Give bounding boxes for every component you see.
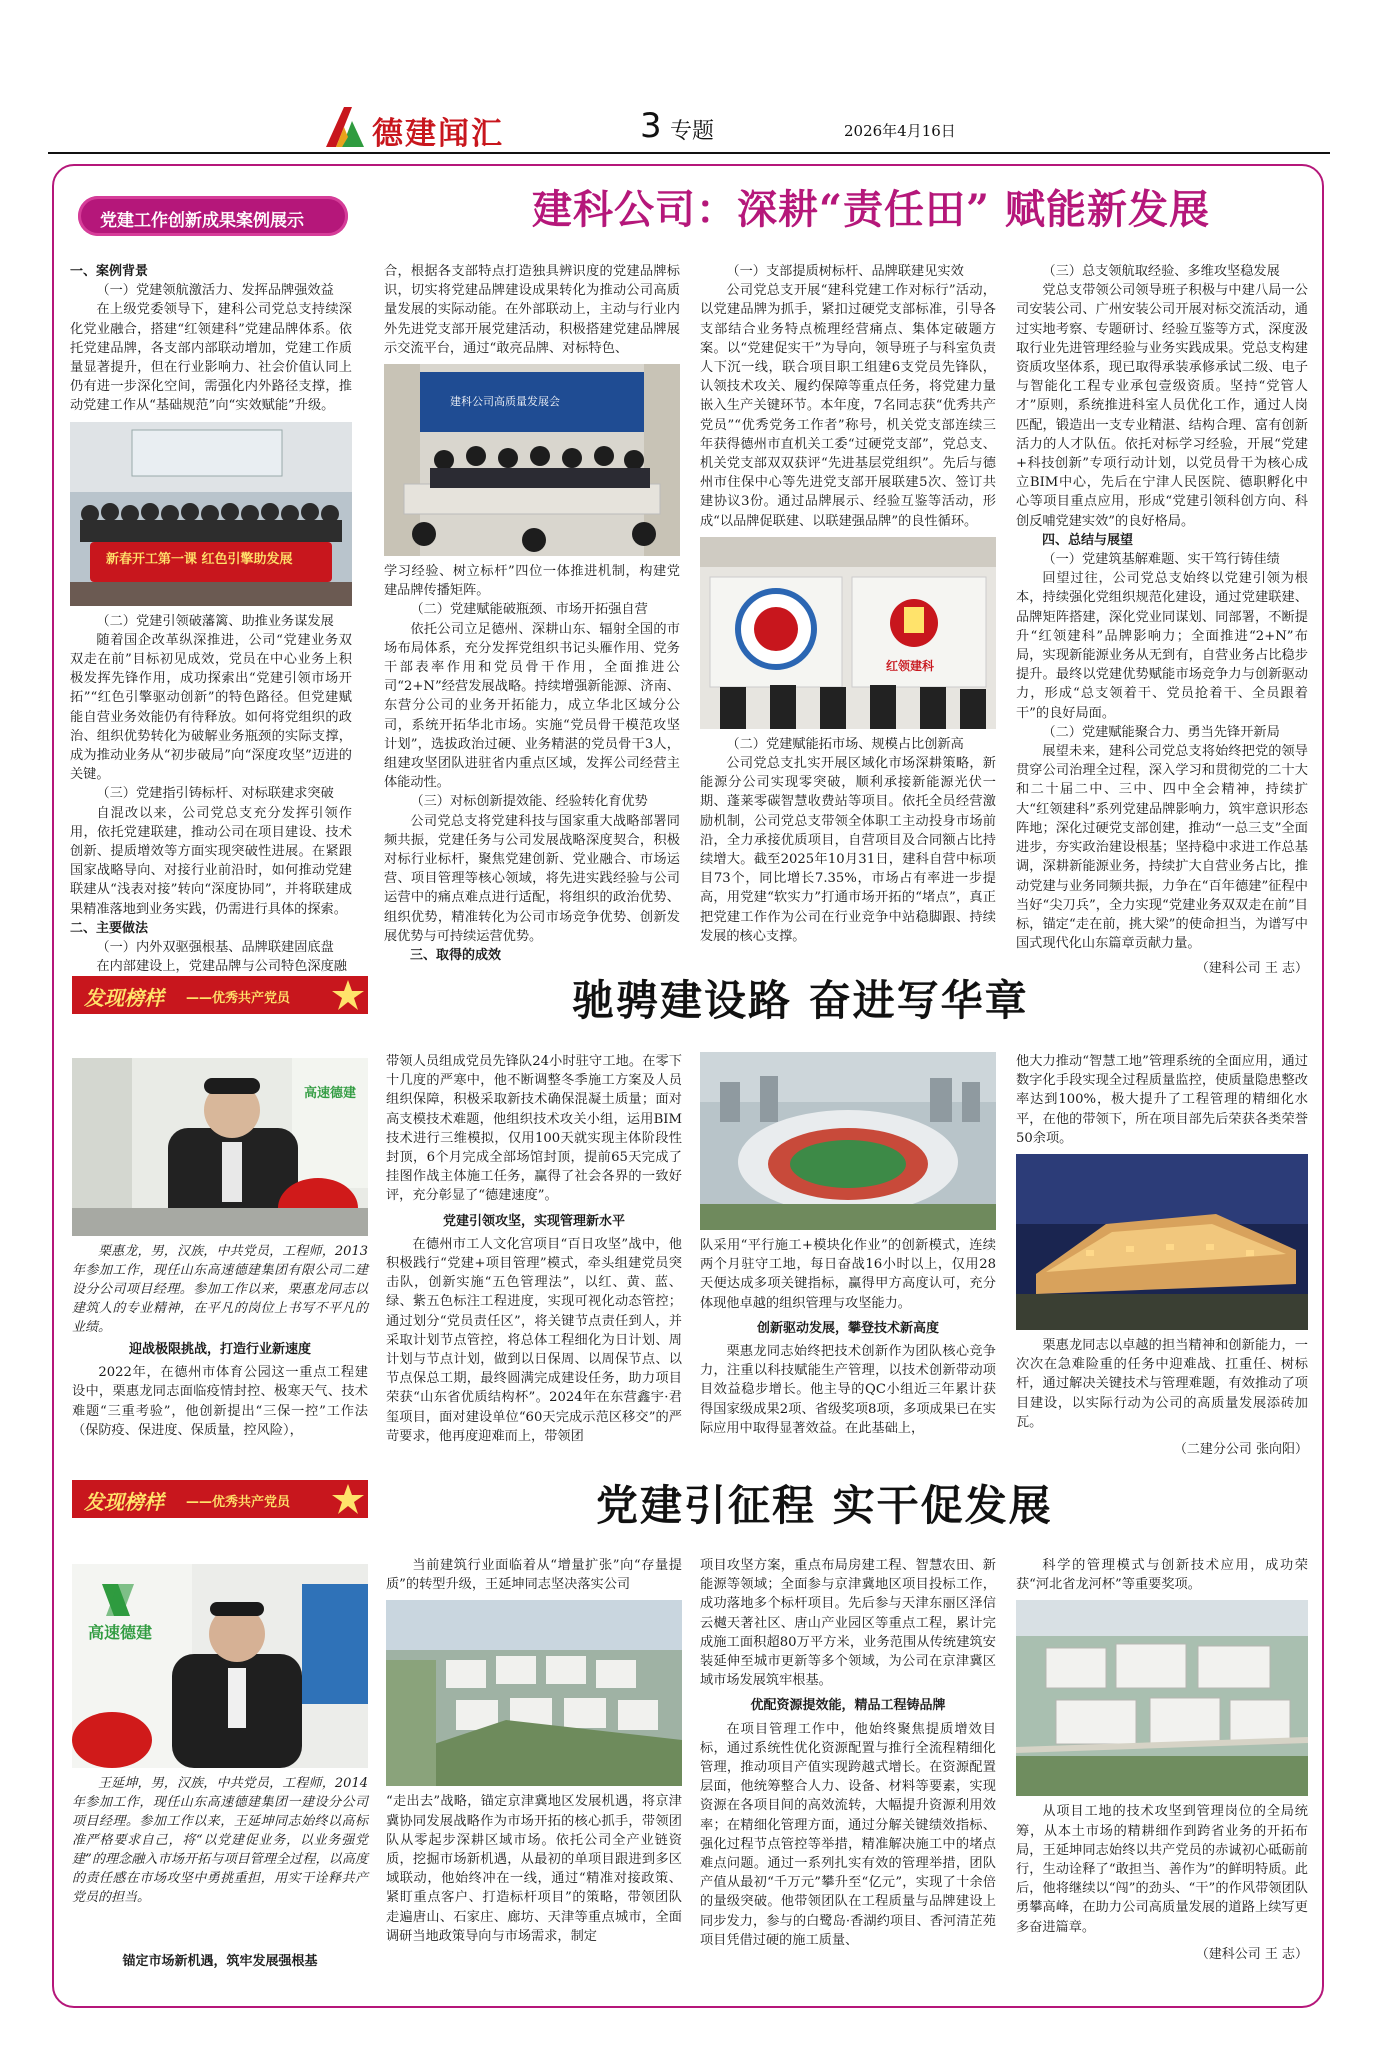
- story1-subhead: 三、取得的成效: [410, 948, 502, 964]
- story1-paragraph: 公司党总支扎实开展区域化市场深耕策略，新能源分公司实现零突破，顺利承接新能源光伏一期、蓬莱零碳智慧收费站等项目。依托全员经营激励机制，公司党总支带领全体职工主动投身市场前沿，全力承接优质项目，自营项目及合同额占比持续增大。截至2025年10月31日，建科自营中标项目73个，同比增长7.35%，市场占有率进一步提高，用党建“软实力”打通市场开拓的“堵点”，真正把党建工作作为公司在行业竞争中站稳脚跟、持续发展的核心支撑。: [700, 756, 996, 944]
- photo2-screen-text: 建科公司高质量发展会: [450, 395, 560, 409]
- story3-column-4: [1016, 1556, 1308, 1964]
- portrait-wang-yankun: [72, 1564, 368, 1768]
- story3-paragraph: 在项目管理工作中，他始终聚焦提质增效目标，通过系统性优化资源配置与推行全流程精细化管理，推动项目产值实现跨越式增长。在资源配置层面，他统筹整合人力、设备、材料等要素，实现资源在各项目间的高效流转，大幅提升资源利用效率；在精细化管理方面，通过分解关键绩效指标、强化过程节点管控等举措，精准解决施工中的堵点难点问题。通过一系列扎实有效的管理举措，团队产值从最初“千万元”攀升至“亿元”，实现了十余倍的量级突破。他带领团队在工程质量与品牌建设上同步发力，参与的白鹭岛·香湖约项目、香河清芷苑项目凭借过硬的施工质量、: [700, 1721, 996, 1948]
- photo4-wall-text: 高速德建: [304, 1086, 357, 1101]
- portrait-li-huilong: [72, 1058, 368, 1236]
- story3-subhead: 优配资源提效能，精品工程铸品牌: [750, 1698, 946, 1714]
- story1-paragraph: 公司党总支将党建科技与国家重大战略部署同频共振，党建任务与公司发展战略深度契合，积极对标行业标杆，聚焦党建创新、党业融合、市场运营、项目管理等核心领域，将先进实践经验与公司运营中的痛点难点进行适配，将组织的政治优势、组织优势，精准转化为公司市场竞争优势、创新发展优势与可持续运营优势。: [384, 813, 680, 944]
- story1-paragraph: 合，根据各支部特点打造独具辨识度的党建品牌标识，切实将党建品牌建设成果转化为推动公司高质量发展的实际动能。在外部联动上，主动与行业内外先进党支部开展党建活动，积极搭建党建品牌展示交流平台，通过“敢亮品牌、对标特色、: [384, 264, 680, 356]
- story3-paragraph: 从项目工地的技术攻坚到管理岗位的全局统筹，从本土市场的精耕细作到跨省业务的开拓布局，王延坤同志始终以共产党员的赤诚初心砥砺前行，生动诠释了“敢担当、善作为”的鲜明特质。此后，他将继续以“闯”的劲头、“干”的作风带领团队勇攀高峰，在助力公司高质量发展的道路上续写更多奋进篇章。: [1016, 1804, 1308, 1935]
- story1-paragraph: 在上级党委领导下，建科公司党总支持续深化党业融合，搭建“红领建科”党建品牌体系。依托党建品牌，各支部内部联动增加，党建工作质量显著提升，但在行业影响力、社会价值认同上仍有进一步深化空间，需强化内外路径支撑，推动党建工作从“基础规范”向“实效赋能”升级。: [70, 302, 352, 414]
- photo1-banner-text: 新春开工第一课 红色引擎助发展: [106, 551, 293, 567]
- story3-headline: 党建引征程 实干促发展: [596, 1481, 1053, 1530]
- story3-paragraph: 科学的管理模式与创新技术应用，成功荣获“河北省龙河杯”等重要奖项。: [1016, 1558, 1308, 1593]
- story2-paragraph: 带领人员组成党员先锋队24小时驻守工地。在零下十几度的严寒中，他不断调整冬季施工方案及人员组织保障，积极采取新技术确保混凝土质量；面对高支模技术难题，他组织技术攻关小组，运用BIM技术进行三维模拟，仅用100天就实现主体阶段性封顶，6个月完成全部场馆封顶，提前65天完成了挂图作战主体施工任务，赢得了社会各界的一致好评，充分彰显了“德建速度”。: [386, 1054, 682, 1204]
- story2-paragraph: 栗惠龙同志以卓越的担当精神和创新能力，一次次在急难险重的任务中迎难战、扛重任、树标杆，通过解决关键技术与管理难题，有效推动了项目建设，以实际行动为公司的高质量发展添砖加瓦。: [1016, 1338, 1308, 1430]
- story2-subhead: 党建引领攻坚，实现管理新水平: [442, 1213, 625, 1229]
- story2-subhead: 迎战极限挑战，打造行业新速度: [128, 1342, 311, 1357]
- architectural-render-image: [1016, 1600, 1308, 1796]
- story3-photo-render: [1016, 1600, 1308, 1796]
- page-number: 3: [640, 106, 662, 146]
- story2-subhead: 创新驱动发展，攀登技术新高度: [756, 1320, 939, 1336]
- publication-date: 2026年4月16日: [844, 122, 956, 140]
- story2-paragraph: 队采用“平行施工+模块化作业”的创新模式，连续两个月驻守工地，每日奋战16小时以上，仅用28天便达成多项关键指标，赢得甲方高度认可，充分体现他卓越的组织管理与攻坚能力。: [700, 1238, 996, 1311]
- paper-name: 德建闻汇: [372, 116, 504, 152]
- story1-section-tag: [78, 196, 348, 236]
- story3-subhead-col1: 锚定市场新机遇，筑牢发展强根基: [122, 1954, 318, 1969]
- story1-paragraph: （二）党建引领破藩篱、助推业务谋发展: [96, 613, 334, 629]
- story1-column-4: [1016, 262, 1308, 979]
- story1-paragraph: 学习经验、树立标杆”四位一体推进机制，构建党建品牌传播矩阵。: [384, 564, 680, 599]
- star-icon: [328, 976, 368, 1014]
- story2-tag-main: 发现榜样: [84, 986, 164, 1010]
- story2-bio-text: 栗惠龙，男，汉族，中共党员，工程师，2013年参加工作，现任山东高速德建集团有限公司二建设分公司项目经理。参加工作以来，栗惠龙同志以建筑人的专业精神，在平凡的岗位上书写不平凡的业绩。: [72, 1244, 368, 1335]
- story2-column-1: [72, 1334, 368, 1440]
- story1-column-3: [700, 262, 996, 946]
- story2-column-2: [386, 1052, 682, 1446]
- story1-paragraph: （二）党建赋能破瓶颈、市场开拓强自营: [410, 602, 648, 618]
- story2-paragraph: 在德州市工人文化宫项目“百日攻坚”战中，他积极践行“党建+项目管理”模式，牵头组建党员突击队，创新实施“五色管理法”，以红、黄、蓝、绿、紫五色标注工程进度，实现可视化动态管控；通过划分“党员责任区”，将关键节点责任到人，并采取计划节点管控，将总体工程细化为日计划、周计划与节点计划，做到以日保周、以周保节点、以节点保总工期，最终圆满完成建设任务，助力项目荣获“山东省优质结构杯”。2024年在东营鑫宇·君玺项目，面对建设单位“60天完成示范区移交”的严苛要求，他再度迎难而上，带领团: [386, 1236, 682, 1444]
- story2-column-4: [1016, 1052, 1308, 1459]
- story1-paragraph: （二）党建赋能拓市场、规模占比创新高: [726, 736, 964, 752]
- story1-paragraph: 公司党总支开展“建科党建工作对标行”活动，以党建品牌为抓手，紧扣过硬党支部标准，引导各支部结合业务特点梳理经营痛点、集体定破题方案。以“党建促实干”为导向，领导班子与科室负责人下沉一线，联合项目职工组建6支党员先锋队，认领技术攻关、履约保障等重点任务，将党建力量嵌入生产关键环节。本年度，7名同志获“优秀共产党员”“优秀党务工作者”称号，机关党支部连续三年获得德州市直机关工委“过硬党支部”，党总支、机关党支部双双获评“先进基层党组织”。先后与德州市住保中心等先进党支部开展联建5次、签订共建协议3份。通过品牌展示、经验互鉴等活动，形成“以品牌促联建、以联建强品牌”的良性循环。: [700, 283, 996, 529]
- badge-photo-image: [700, 537, 996, 729]
- story1-subhead: 二、主要做法: [70, 920, 149, 936]
- story2-paragraph: 他大力推动“智慧工地”管理系统的全面应用，通过数字化手段实现全过程质量监控，使质量隐患整改率达到100%，极大提升了工程管理的精细化水平，在他的带领下，所在项目部先后荣获各类荣誉50余项。: [1016, 1054, 1308, 1146]
- story2-section-tag: [72, 976, 368, 1014]
- story3-column-2: [386, 1556, 682, 1946]
- story1-paragraph: 自混改以来，公司党总支充分发挥引领作用，依托党建联建，推动公司在项目建设、技术创新、提质增效等方面实现突破性进展。在紧跟国家战略导向、对接行业前沿时，如何推动党建联建从“浅表对接”转向“深度协同”，并将联建成果精准落地到业务实践，仍需进行具体的探索。: [70, 805, 352, 917]
- story1-byline: （建科公司 王 志）: [1195, 961, 1308, 977]
- story2-bio: [72, 1242, 368, 1337]
- story1-paragraph: （二）党建赋能聚合力、勇当先锋开新局: [1042, 724, 1280, 740]
- story1-paragraph: （一）党建筑基解难题、实干笃行铸佳绩: [1042, 552, 1280, 568]
- story2-paragraph: 2022年，在德州市体育公园这一重点工程建设中，栗惠龙同志面临疫情封控、极寒天气、技术难题“三重考验”，他创新提出“三保一控”工作法（保防疫、保进度、保质量，控风险），: [72, 1365, 368, 1438]
- story3-paragraph: 项目攻坚方案，重点布局房建工程、智慧农田、新能源等领域；全面参与京津冀地区项目投标工作，成功落地多个标杆项目。先后参与天津东丽区泽信云樾天著社区、唐山产业园区等重点工程，累计完成施工面积超80万平方米，业务范围从传统建筑安装延伸至城市更新等多个领域，为公司在京津冀区域市场发展筑牢根基。: [700, 1558, 996, 1689]
- story2-headline: 驰骋建设路 奋进写华章: [572, 976, 1029, 1025]
- stadium-aerial-image: [700, 1052, 996, 1230]
- story1-paragraph: （三）对标创新提效能、经验转化育优势: [410, 794, 648, 810]
- story2-byline: （二建分公司 张向阳）: [1173, 1442, 1308, 1458]
- portrait-photo-image: [72, 1564, 368, 1768]
- story1-paragraph: 随着国企改革纵深推进，公司“党建业务双双走在前”目标初见成效，党员在中心业务上积极发挥先锋作用，成功探索出“党建引领市场开拓”“红色引擎驱动创新”的特色路径。但党建赋能自营业务效能仍有待释放。如何将党组织的政治、组织优势转化为破解业务瓶颈的实际支撑，成为推动业务从“初步破局”向“深度攻坚”迈进的关键。: [70, 632, 352, 783]
- story1-paragraph: 展望未来，建科公司党总支将始终把党的领导贯穿公司治理全过程，深入学习和贯彻党的二十大和二十届二中、三中、四中全会精神，持续扩大“红领建科”系列党建品牌影响力，筑牢意识形态阵地；深化过硬党支部创建，推动“一总三支”全面进步，夯实政治建设根基；坚持稳中求进工作总基调，深耕新能源业务，持续扩大自营业务占比，推动党建与业务同频共振，力争在“百年德建”征程中当好“尖刀兵”，全力实现“党建业务双双走在前”目标，锚定“走在前，挑大梁”的使命担当，为谱写中国式现代化山东篇章贡献力量。: [1016, 744, 1308, 952]
- story1-paragraph: 依托公司立足德州、深耕山东、辐射全国的市场布局体系，充分发挥党组织书记头雁作用、党务干部表率作用和党员骨干作用，全面推进公司“2+N”经营发展战略。持续增强新能源、济南、东营分公司的业务开拓能力，成立华北区域分公司，系统开拓华北市场。实施“党员骨干模范攻坚计划”，选拔政治过硬、业务精湛的党员骨干3人，组建攻坚团队进驻省内重点区域，发挥公司经营主体能动性。: [384, 621, 680, 791]
- story1-headline: 建科公司：深耕“责任田” 赋能新发展: [532, 186, 1210, 233]
- story1-photo-group: [70, 422, 352, 606]
- story1-paragraph: （三）党建指引铸标杆、对标联建求突破: [96, 786, 334, 802]
- story3-paragraph: “走出去”战略，锚定京津冀地区发展机遇，将京津冀协同发展战略作为市场开拓的核心抓手，带领团队从零起步深耕区域市场。依托公司全产业链资质，挖掘市场新机遇，从最初的单项目跟进到多区域联动，他始终冲在一线，通过“精准对接政策、紧盯重点客户、打造标杆项目”的策略，带领团队走遍唐山、石家庄、廊坊、天津等重点城市，全面调研当地政策导向与市场需求，制定: [386, 1794, 682, 1944]
- photo7-logo-text: 高速德建: [88, 1623, 153, 1642]
- story2-column-3: [700, 1052, 996, 1438]
- story1-photo-badge: [700, 537, 996, 729]
- story3-photo-aerial: [386, 1600, 682, 1786]
- story1-paragraph: （三）总支领航取经验、多维攻坚稳发展: [1042, 264, 1280, 279]
- story1-paragraph: （一）内外双驱强根基、品牌联建固底盘: [96, 940, 334, 956]
- story1-column-1: [70, 262, 352, 976]
- story2-paragraph: 栗惠龙同志始终把技术创新作为团队核心竞争力，注重以科技赋能生产管理，以技术创新带动项目效益稳步增长。他主导的QC小组近三年累计获得国家级成果2项、省级奖项8项，多项成果已在实际应用中取得显著效益。在此基础上，: [700, 1344, 996, 1436]
- story1-tag-label: 党建工作创新成果案例展示: [100, 211, 304, 231]
- masthead: [0, 0, 1380, 150]
- story3-bio: [72, 1774, 368, 1907]
- story1-column-2: [384, 262, 680, 965]
- story1-paragraph: 回望过往，公司党总支始终以党建引领为根本，持续强化党组织规范化建设，通过党建联建、品牌矩阵搭建，深化党业同谋划、同部署，不断提升“红领建科”品牌影响力；全面推进“2+N”布局，实现新能源业务从无到有，自营业务占比稳步提升。最终以党建优势赋能市场竞争力与创新驱动力，形成“总支领着干、党员抢着干、全员跟着干”的良好局面。: [1016, 571, 1308, 721]
- night-building-image: [1016, 1154, 1308, 1330]
- story1-subhead: 一、案例背景: [70, 264, 149, 279]
- story1-subhead: 四、总结与展望: [1042, 532, 1134, 548]
- story1-paragraph: （一）支部提质树标杆、品牌联建见实效: [726, 264, 964, 279]
- star-icon: [328, 1480, 368, 1518]
- story3-column-3: [700, 1556, 996, 1950]
- group-photo-image: [70, 422, 352, 606]
- photo3-badge-text: 红领建科: [886, 658, 935, 673]
- story1-paragraph: 在内部建设上，党建品牌与公司特色深度融: [96, 959, 347, 975]
- story3-tag-main: 发现榜样: [84, 1490, 164, 1514]
- masthead-rule: [48, 152, 1330, 154]
- story3-section-tag: [72, 1480, 368, 1518]
- story2-tag-sub: ——优秀共产党员: [186, 991, 291, 1006]
- aerial-campus-image: [386, 1600, 682, 1786]
- story3-byline: （建科公司 王 志）: [1195, 1946, 1308, 1962]
- story3-tag-sub: ——优秀共产党员: [186, 1495, 291, 1510]
- story3-paragraph: 当前建筑行业面临着从“增量扩张”向“存量提质”的转型升级，王延坤同志坚决落实公司: [386, 1558, 682, 1593]
- story2-photo-night: [1016, 1154, 1308, 1330]
- story1-paragraph: （一）党建领航激活力、发挥品牌强效益: [96, 283, 334, 299]
- story3-bio-text: 王延坤，男，汉族，中共党员，工程师，2014年参加工作，现任山东高速德建集团一建设分公司项目经理。参加工作以来，王延坤同志始终以高标准严格要求自己，将“以党建促业务，以业务强党建”的理念融入市场开拓与项目管理全过程，以高度的责任感在市场攻坚中勇挑重担，用实干诠释共产党员的担当。: [72, 1776, 368, 1905]
- story1-photo-meeting: [384, 364, 680, 556]
- company-logo-icon: [322, 103, 368, 149]
- story1-paragraph: 党总支带领公司领导班子积极与中建八局一公司安装公司、广州安装公司开展对标交流活动，通过实地考察、专题研讨、经验互鉴等方式，深度汲取行业先进管理经验与业务实践成果。党总支构建资质攻坚体系，现已取得承装承修承试二级、电子与智能化工程专业承包壹级资质。坚持“党管人才”原则，系统推进科室人员优化工作，通过人岗匹配，锻造出一支专业精湛、结构合理、富有创新活力的人才队伍。依托对标学习经验，开展“党建+科技创新”专项行动计划，以党员骨干为核心成立BIM中心，先后在宁津人民医院、德职孵化中心等项目重点应用，形成“党建引领科创方向、科创反哺党建实效”的良好格局。: [1016, 283, 1308, 529]
- section-name: 专题: [670, 119, 715, 144]
- story2-photo-stadium: [700, 1052, 996, 1230]
